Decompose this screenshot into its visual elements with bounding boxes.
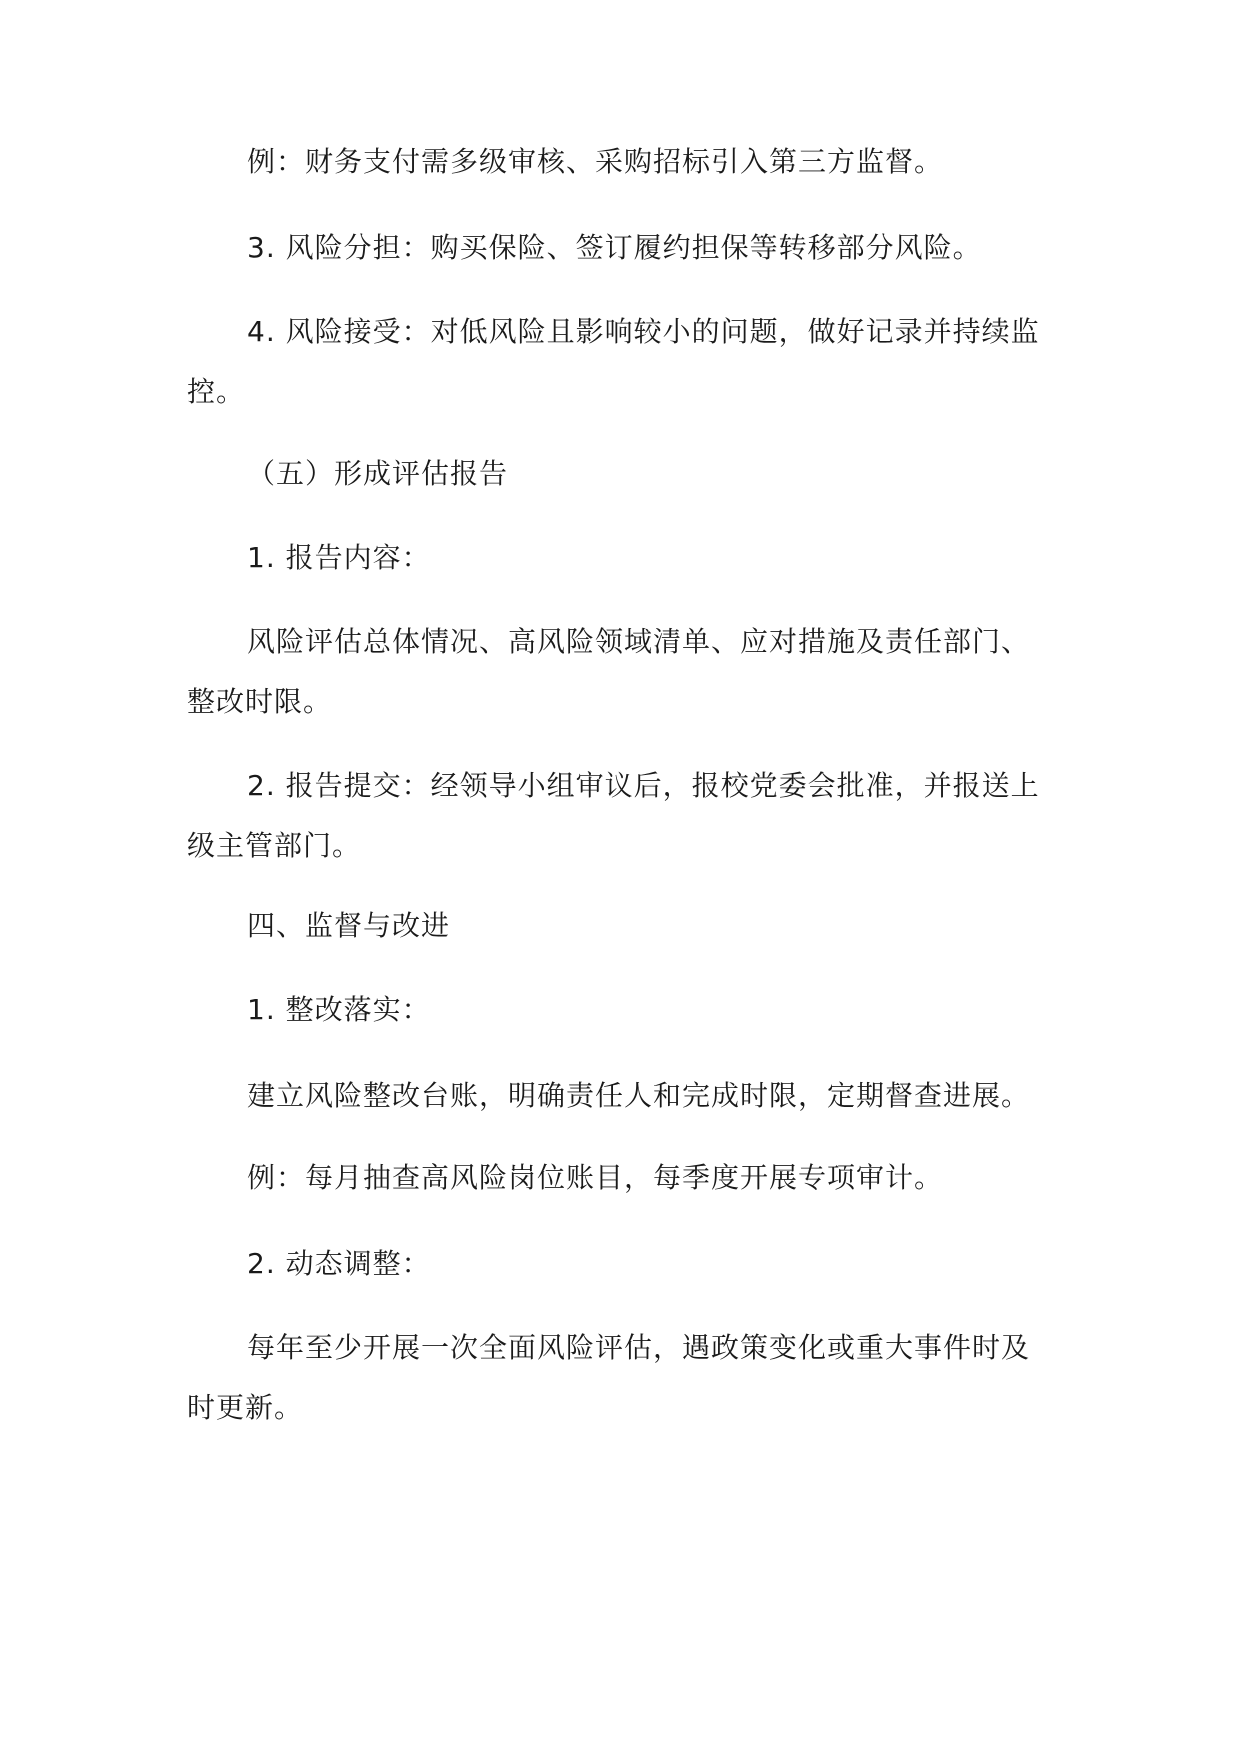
paragraph-dynamic-adjustment-label: 2. 动态调整： bbox=[247, 1247, 431, 1280]
paragraph-report-content: 风险评估总体情况、高风险领域清单、应对措施及责任部门、整改时限。 bbox=[187, 625, 1031, 718]
paragraph-report-content-label: 1. 报告内容： bbox=[247, 541, 431, 574]
paragraph-example-audit: 例：每月抽查高风险岗位账目，每季度开展专项审计。 bbox=[247, 1161, 944, 1194]
paragraph-risk-acceptance: 4. 风险接受：对低风险且影响较小的问题，做好记录并持续监控。 bbox=[187, 315, 1040, 408]
paragraph-report-submission: 2. 报告提交：经领导小组审议后，报校党委会批准，并报送上级主管部门。 bbox=[187, 769, 1040, 862]
section-heading-supervision: 四、监督与改进 bbox=[247, 909, 451, 942]
paragraph-rectification-ledger: 建立风险整改台账，明确责任人和完成时限，定期督查进展。 bbox=[247, 1079, 1031, 1112]
section-heading-report: （五）形成评估报告 bbox=[247, 457, 509, 490]
paragraph-risk-sharing: 3. 风险分担：购买保险、签订履约担保等转移部分风险。 bbox=[247, 231, 982, 264]
paragraph-example-finance: 例：财务支付需多级审核、采购招标引入第三方监督。 bbox=[247, 145, 944, 178]
paragraph-rectification-label: 1. 整改落实： bbox=[247, 993, 431, 1026]
paragraph-dynamic-adjustment: 每年至少开展一次全面风险评估，遇政策变化或重大事件时及时更新。 bbox=[187, 1331, 1031, 1424]
